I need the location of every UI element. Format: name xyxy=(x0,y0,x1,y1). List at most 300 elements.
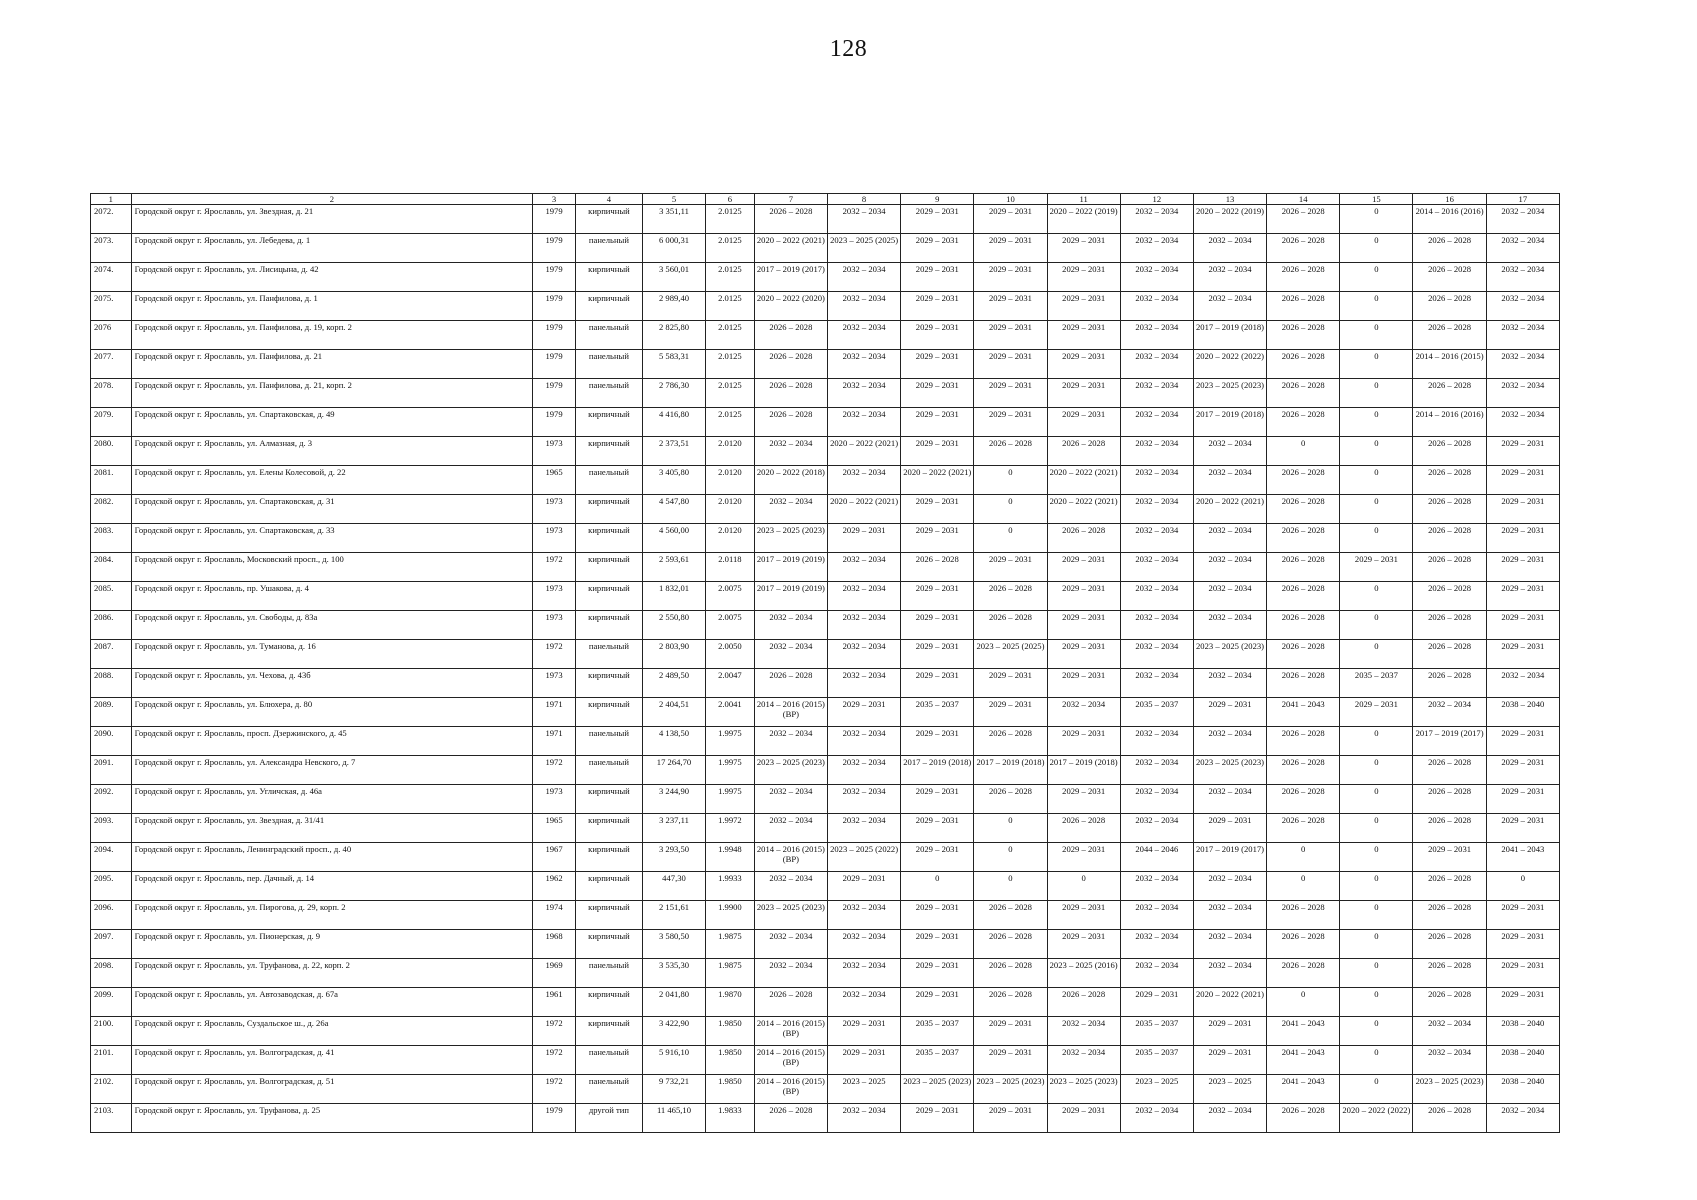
table-cell: 0 xyxy=(1340,814,1413,843)
table-cell: панельный xyxy=(575,350,642,379)
table-row xyxy=(91,321,1560,350)
table-cell: 3 244,90 xyxy=(642,785,705,814)
table-cell: 2 989,40 xyxy=(642,292,705,321)
row-number-cell: 2085. xyxy=(91,582,132,611)
table-cell: 2032 – 2034 xyxy=(1193,785,1266,814)
table-cell: 2.0125 xyxy=(706,205,755,234)
column-header: 8 xyxy=(827,194,900,205)
table-cell: 1972 xyxy=(533,1046,576,1075)
table-cell: 2032 – 2034 xyxy=(1486,1104,1559,1133)
table-cell: 2026 – 2028 xyxy=(1267,350,1340,379)
table-cell: 2032 – 2034 xyxy=(827,785,900,814)
table-cell: 1973 xyxy=(533,611,576,640)
column-header: 13 xyxy=(1193,194,1266,205)
table-cell: 1979 xyxy=(533,408,576,437)
table-cell: 2026 – 2028 xyxy=(1267,321,1340,350)
address-cell: Городской округ г. Ярославль, пр. Ушакова, д. 4 xyxy=(131,582,533,611)
table-cell: 2023 – 2025 xyxy=(1193,1075,1266,1104)
table-cell: 0 xyxy=(1486,872,1559,901)
table-cell: 0 xyxy=(1340,756,1413,785)
table-cell: кирпичный xyxy=(575,930,642,959)
table-row xyxy=(91,350,1560,379)
table-cell: 2017 – 2019 (2018) xyxy=(974,756,1047,785)
table-cell: 2026 – 2028 xyxy=(754,1104,827,1133)
column-header: 10 xyxy=(974,194,1047,205)
table-cell: 2020 – 2022 (2021) xyxy=(901,466,974,495)
table-cell: 2017 – 2019 (2017) xyxy=(1413,727,1486,756)
table-cell: 2029 – 2031 xyxy=(974,350,1047,379)
table-cell: 2026 – 2028 xyxy=(1267,727,1340,756)
table-cell: 2029 – 2031 xyxy=(1486,640,1559,669)
table-cell: 2029 – 2031 xyxy=(1486,727,1559,756)
table-cell: 2026 – 2028 xyxy=(1413,669,1486,698)
table-cell: 2032 – 2034 xyxy=(827,930,900,959)
table-cell: 2 593,61 xyxy=(642,553,705,582)
table-cell: панельный xyxy=(575,640,642,669)
table-cell: 1.9975 xyxy=(706,727,755,756)
table-cell: 2026 – 2028 xyxy=(1267,408,1340,437)
table-cell: 2032 – 2034 xyxy=(1193,553,1266,582)
table-cell: 0 xyxy=(1340,611,1413,640)
table-cell: 2026 – 2028 xyxy=(754,350,827,379)
table-cell: 3 560,01 xyxy=(642,263,705,292)
table-cell: панельный xyxy=(575,756,642,785)
row-number-cell: 2084. xyxy=(91,553,132,582)
address-cell: Городской округ г. Ярославль, ул. Пирогова, д. 29, корп. 2 xyxy=(131,901,533,930)
table-cell: 2032 – 2034 xyxy=(1120,814,1193,843)
row-number-cell: 2098. xyxy=(91,959,132,988)
table-cell: 2026 – 2028 xyxy=(754,379,827,408)
table-cell: 2032 – 2034 xyxy=(1193,437,1266,466)
table-cell: панельный xyxy=(575,379,642,408)
table-cell: 0 xyxy=(1340,205,1413,234)
table-cell: 2032 – 2034 xyxy=(1193,1104,1266,1133)
table-cell: 0 xyxy=(1340,785,1413,814)
address-cell: Городской округ г. Ярославль, ул. Александра Невского, д. 7 xyxy=(131,756,533,785)
table-cell: 2029 – 2031 xyxy=(1047,843,1120,872)
table-cell: 5 583,31 xyxy=(642,350,705,379)
row-number-cell: 2081. xyxy=(91,466,132,495)
table-cell: 2020 – 2022 (2021) xyxy=(1047,495,1120,524)
table-cell: 2032 – 2034 xyxy=(1193,959,1266,988)
table-cell: 2023 – 2025 (2023) xyxy=(754,756,827,785)
table-cell: 2029 – 2031 xyxy=(1340,553,1413,582)
table-cell: 0 xyxy=(1267,437,1340,466)
table-cell: 2029 – 2031 xyxy=(974,234,1047,263)
address-cell: Городской округ г. Ярославль, ул. Труфанова, д. 25 xyxy=(131,1104,533,1133)
table-cell: 2 041,80 xyxy=(642,988,705,1017)
table-cell: 2014 – 2016 (2016) xyxy=(1413,408,1486,437)
table-cell: 2035 – 2037 xyxy=(901,698,974,727)
address-cell: Городской округ г. Ярославль, ул. Спартаковская, д. 49 xyxy=(131,408,533,437)
table-cell: 2023 – 2025 (2025) xyxy=(974,640,1047,669)
table-cell: 1979 xyxy=(533,379,576,408)
row-number-cell: 2083. xyxy=(91,524,132,553)
table-cell: 2032 – 2034 xyxy=(1120,959,1193,988)
table-cell: 2029 – 2031 xyxy=(901,640,974,669)
table-cell: 2032 – 2034 xyxy=(1193,930,1266,959)
table-cell: 2026 – 2028 xyxy=(1267,582,1340,611)
table-cell: 2032 – 2034 xyxy=(827,350,900,379)
table-cell: 2029 – 2031 xyxy=(1047,234,1120,263)
table-cell: 447,30 xyxy=(642,872,705,901)
table-cell: 2023 – 2025 (2022) xyxy=(827,843,900,872)
column-header: 12 xyxy=(1120,194,1193,205)
table-cell: 2026 – 2028 xyxy=(1267,814,1340,843)
table-cell: 2029 – 2031 xyxy=(1486,437,1559,466)
table-cell: 2035 – 2037 xyxy=(1120,1017,1193,1046)
table-cell: 2032 – 2034 xyxy=(1120,466,1193,495)
table-row xyxy=(91,408,1560,437)
table-cell: другой тип xyxy=(575,1104,642,1133)
table-cell: 2029 – 2031 xyxy=(1047,350,1120,379)
table-cell: 1973 xyxy=(533,582,576,611)
table-cell: 2032 – 2034 xyxy=(1486,205,1559,234)
table-cell: 2026 – 2028 xyxy=(1413,263,1486,292)
table-cell: 2032 – 2034 xyxy=(1047,1017,1120,1046)
table-cell: 2020 – 2022 (2020) xyxy=(754,292,827,321)
table-cell: 2029 – 2031 xyxy=(901,408,974,437)
table-cell: 2 550,80 xyxy=(642,611,705,640)
table-cell: 2032 – 2034 xyxy=(1193,611,1266,640)
table-cell: кирпичный xyxy=(575,263,642,292)
table-cell: 2 825,80 xyxy=(642,321,705,350)
table-cell: 2026 – 2028 xyxy=(1413,930,1486,959)
table-cell: 2029 – 2031 xyxy=(1047,263,1120,292)
table-cell: 2026 – 2028 xyxy=(1267,205,1340,234)
table-cell: 0 xyxy=(1340,930,1413,959)
table-cell: 0 xyxy=(974,872,1047,901)
table-cell: 2032 – 2034 xyxy=(1120,524,1193,553)
row-number-cell: 2103. xyxy=(91,1104,132,1133)
table-cell: 11 465,10 xyxy=(642,1104,705,1133)
table-cell: 1973 xyxy=(533,785,576,814)
table-cell: 2029 – 2031 xyxy=(1047,553,1120,582)
table-cell: 0 xyxy=(1340,727,1413,756)
table-cell: 2026 – 2028 xyxy=(901,553,974,582)
table-cell: 2026 – 2028 xyxy=(1267,611,1340,640)
table-row xyxy=(91,1075,1560,1104)
table-cell: 3 580,50 xyxy=(642,930,705,959)
table-cell: 2029 – 2031 xyxy=(974,553,1047,582)
table-cell: 2032 – 2034 xyxy=(1486,292,1559,321)
address-cell: Городской округ г. Ярославль, ул. Панфилова, д. 21 xyxy=(131,350,533,379)
table-cell: 2032 – 2034 xyxy=(827,553,900,582)
table-cell: 2032 – 2034 xyxy=(1486,263,1559,292)
table-cell: 2032 – 2034 xyxy=(1120,727,1193,756)
table-cell: 2020 – 2022 (2021) xyxy=(1047,466,1120,495)
table-cell: 1965 xyxy=(533,466,576,495)
table-cell: 2029 – 2031 xyxy=(1120,988,1193,1017)
table-cell: 1.9948 xyxy=(706,843,755,872)
table-cell: 2041 – 2043 xyxy=(1267,1046,1340,1075)
table-cell: 0 xyxy=(1047,872,1120,901)
table-cell: 0 xyxy=(974,843,1047,872)
table-row xyxy=(91,437,1560,466)
table-cell: 2032 – 2034 xyxy=(1120,872,1193,901)
row-number-cell: 2072. xyxy=(91,205,132,234)
table-cell: 3 293,50 xyxy=(642,843,705,872)
table-cell: 2035 – 2037 xyxy=(901,1017,974,1046)
table-cell: 2035 – 2037 xyxy=(1120,1046,1193,1075)
table-cell: 2038 – 2040 xyxy=(1486,1017,1559,1046)
table-cell: 2029 – 2031 xyxy=(901,321,974,350)
table-cell: 2.0120 xyxy=(706,466,755,495)
row-number-cell: 2092. xyxy=(91,785,132,814)
table-cell: 2023 – 2025 xyxy=(827,1075,900,1104)
table-cell: 2026 – 2028 xyxy=(754,205,827,234)
table-cell: панельный xyxy=(575,727,642,756)
table-cell: 2.0125 xyxy=(706,379,755,408)
table-cell: 2032 – 2034 xyxy=(1120,756,1193,785)
table-cell: 2032 – 2034 xyxy=(827,756,900,785)
table-cell: 2032 – 2034 xyxy=(827,582,900,611)
table-cell: 2023 – 2025 (2023) xyxy=(1047,1075,1120,1104)
table-cell: 2029 – 2031 xyxy=(1486,959,1559,988)
table-cell: 4 416,80 xyxy=(642,408,705,437)
table-cell: 2026 – 2028 xyxy=(1047,524,1120,553)
table-cell: 2029 – 2031 xyxy=(974,1017,1047,1046)
address-cell: Городской округ г. Ярославль, ул. Блюхера, д. 80 xyxy=(131,698,533,727)
column-header: 2 xyxy=(131,194,533,205)
table-cell: 2023 – 2025 (2023) xyxy=(1193,379,1266,408)
table-cell: 1971 xyxy=(533,698,576,727)
address-cell: Городской округ г. Ярославль, ул. Лисицына, д. 42 xyxy=(131,263,533,292)
table-cell: 2032 – 2034 xyxy=(1120,611,1193,640)
table-cell: 2032 – 2034 xyxy=(1486,379,1559,408)
address-cell: Городской округ г. Ярославль, Ленинградский просп., д. 40 xyxy=(131,843,533,872)
table-cell: 2032 – 2034 xyxy=(754,640,827,669)
table-cell: 2032 – 2034 xyxy=(827,901,900,930)
table-cell: 2044 – 2046 xyxy=(1120,843,1193,872)
table-cell: 2014 – 2016 (2015) (ВР) xyxy=(754,1046,827,1075)
table-row xyxy=(91,466,1560,495)
table-cell: 0 xyxy=(1267,872,1340,901)
table-cell: 2.0125 xyxy=(706,292,755,321)
table-cell: 2032 – 2034 xyxy=(754,930,827,959)
table-cell: 2029 – 2031 xyxy=(1486,582,1559,611)
address-cell: Городской округ г. Ярославль, Московский просп., д. 100 xyxy=(131,553,533,582)
address-cell: Городской округ г. Ярославль, ул. Туманова, д. 16 xyxy=(131,640,533,669)
table-cell: 2029 – 2031 xyxy=(901,379,974,408)
table-cell: 2014 – 2016 (2015) xyxy=(1413,350,1486,379)
table-cell: 1972 xyxy=(533,1017,576,1046)
table-cell: 2020 – 2022 (2019) xyxy=(1047,205,1120,234)
table-cell: 2020 – 2022 (2022) xyxy=(1340,1104,1413,1133)
table-cell: 2029 – 2031 xyxy=(901,495,974,524)
table-cell: 2026 – 2028 xyxy=(754,321,827,350)
table-cell: 2032 – 2034 xyxy=(1120,408,1193,437)
table-cell: 2029 – 2031 xyxy=(1486,988,1559,1017)
table-cell: 2026 – 2028 xyxy=(1413,466,1486,495)
table-cell: 2023 – 2025 (2025) xyxy=(827,234,900,263)
column-header: 4 xyxy=(575,194,642,205)
table-cell: кирпичный xyxy=(575,437,642,466)
table-cell: 2032 – 2034 xyxy=(1193,901,1266,930)
table-cell: 2.0118 xyxy=(706,553,755,582)
table-cell: 1.9850 xyxy=(706,1017,755,1046)
table-cell: 2029 – 2031 xyxy=(827,698,900,727)
table-cell: 1.9875 xyxy=(706,959,755,988)
table-cell: 2026 – 2028 xyxy=(1413,437,1486,466)
table-cell: 2032 – 2034 xyxy=(1193,524,1266,553)
table-cell: 2032 – 2034 xyxy=(1193,263,1266,292)
table-cell: 2 373,51 xyxy=(642,437,705,466)
table-cell: 2029 – 2031 xyxy=(901,524,974,553)
table-cell: 0 xyxy=(1340,1017,1413,1046)
table-cell: 0 xyxy=(1267,988,1340,1017)
table-cell: 2023 – 2025 (2023) xyxy=(1193,640,1266,669)
table-cell: 2032 – 2034 xyxy=(1413,698,1486,727)
table-cell: 2026 – 2028 xyxy=(1413,1104,1486,1133)
table-cell: 2029 – 2031 xyxy=(1486,756,1559,785)
table-cell: 2032 – 2034 xyxy=(827,379,900,408)
row-number-cell: 2095. xyxy=(91,872,132,901)
table-cell: 2032 – 2034 xyxy=(1193,466,1266,495)
table-cell: 2026 – 2028 xyxy=(1267,640,1340,669)
table-cell: 2029 – 2031 xyxy=(1486,553,1559,582)
table-cell: 2032 – 2034 xyxy=(1120,553,1193,582)
table-cell: 2032 – 2034 xyxy=(1047,698,1120,727)
table-cell: 0 xyxy=(1267,843,1340,872)
table-cell: кирпичный xyxy=(575,408,642,437)
table-cell: 2032 – 2034 xyxy=(827,988,900,1017)
table-cell: 2026 – 2028 xyxy=(1267,901,1340,930)
table-cell: кирпичный xyxy=(575,524,642,553)
table-cell: 2026 – 2028 xyxy=(974,988,1047,1017)
table-cell: 2029 – 2031 xyxy=(1047,1104,1120,1133)
table-cell: 1.9975 xyxy=(706,785,755,814)
table-cell: 2032 – 2034 xyxy=(754,727,827,756)
table-cell: 2029 – 2031 xyxy=(1047,901,1120,930)
table-cell: 2038 – 2040 xyxy=(1486,1046,1559,1075)
table-cell: 6 000,31 xyxy=(642,234,705,263)
table-cell: 2026 – 2028 xyxy=(974,727,1047,756)
table-cell: 2032 – 2034 xyxy=(1120,930,1193,959)
table-cell: 2014 – 2016 (2015) (ВР) xyxy=(754,698,827,727)
table-cell: 2029 – 2031 xyxy=(901,437,974,466)
table-cell: 2026 – 2028 xyxy=(1413,756,1486,785)
row-number-cell: 2088. xyxy=(91,669,132,698)
address-cell: Городской округ г. Ярославль, ул. Волгоградская, д. 41 xyxy=(131,1046,533,1075)
table-cell: 2014 – 2016 (2015) (ВР) xyxy=(754,843,827,872)
table-cell: 2 803,90 xyxy=(642,640,705,669)
table-cell: 2032 – 2034 xyxy=(827,292,900,321)
table-cell: 2029 – 2031 xyxy=(901,611,974,640)
table-cell: 2026 – 2028 xyxy=(754,669,827,698)
table-cell: кирпичный xyxy=(575,843,642,872)
table-cell: 2032 – 2034 xyxy=(827,408,900,437)
table-cell: 2.0120 xyxy=(706,495,755,524)
table-cell: 0 xyxy=(1340,495,1413,524)
table-cell: 2029 – 2031 xyxy=(1486,495,1559,524)
table-row xyxy=(91,785,1560,814)
address-cell: Городской округ г. Ярославль, ул. Волгоградская, д. 51 xyxy=(131,1075,533,1104)
address-cell: Городской округ г. Ярославль, ул. Автозаводская, д. 67а xyxy=(131,988,533,1017)
table-cell: 2032 – 2034 xyxy=(1413,1017,1486,1046)
table-cell: 2026 – 2028 xyxy=(1413,814,1486,843)
row-number-cell: 2090. xyxy=(91,727,132,756)
address-cell: Городской округ г. Ярославль, ул. Угличская, д. 46а xyxy=(131,785,533,814)
table-cell: 1.9850 xyxy=(706,1046,755,1075)
table-cell: 0 xyxy=(1340,988,1413,1017)
address-cell: Городской округ г. Ярославль, Суздальское ш., д. 26а xyxy=(131,1017,533,1046)
table-cell: 2032 – 2034 xyxy=(1120,669,1193,698)
table-cell: 2032 – 2034 xyxy=(1193,292,1266,321)
table-cell: 5 916,10 xyxy=(642,1046,705,1075)
table-cell: 2026 – 2028 xyxy=(754,408,827,437)
table-cell: 1.9833 xyxy=(706,1104,755,1133)
table-cell: 2032 – 2034 xyxy=(1120,205,1193,234)
table-cell: 2029 – 2031 xyxy=(1193,698,1266,727)
table-cell: 2026 – 2028 xyxy=(1267,1104,1340,1133)
table-row xyxy=(91,727,1560,756)
table-cell: 2.0075 xyxy=(706,582,755,611)
table-cell: кирпичный xyxy=(575,901,642,930)
table-cell: 2026 – 2028 xyxy=(1413,234,1486,263)
table-cell: 2029 – 2031 xyxy=(1047,292,1120,321)
table-cell: 2.0047 xyxy=(706,669,755,698)
table-row xyxy=(91,524,1560,553)
table-cell: 2026 – 2028 xyxy=(754,988,827,1017)
table-cell: 2.0050 xyxy=(706,640,755,669)
table-cell: кирпичный xyxy=(575,872,642,901)
table-cell: 1973 xyxy=(533,669,576,698)
table-row xyxy=(91,582,1560,611)
table-cell: 2023 – 2025 (2023) xyxy=(901,1075,974,1104)
table-cell: 2029 – 2031 xyxy=(901,263,974,292)
table-cell: 2026 – 2028 xyxy=(1267,292,1340,321)
table-cell: 2032 – 2034 xyxy=(827,640,900,669)
table-cell: 2023 – 2025 (2023) xyxy=(1413,1075,1486,1104)
table-cell: 2017 – 2019 (2017) xyxy=(754,263,827,292)
table-cell: панельный xyxy=(575,1046,642,1075)
table-cell: 0 xyxy=(1340,408,1413,437)
table-cell: 2029 – 2031 xyxy=(901,930,974,959)
row-number-cell: 2102. xyxy=(91,1075,132,1104)
row-number-cell: 2100. xyxy=(91,1017,132,1046)
table-cell: 2026 – 2028 xyxy=(1413,988,1486,1017)
table-cell: 2029 – 2031 xyxy=(901,205,974,234)
table-cell: 1973 xyxy=(533,495,576,524)
row-number-cell: 2077. xyxy=(91,350,132,379)
table-cell: 2023 – 2025 xyxy=(1120,1075,1193,1104)
table-cell: 2029 – 2031 xyxy=(901,959,974,988)
table-cell: 2029 – 2031 xyxy=(974,669,1047,698)
address-cell: Городской округ г. Ярославль, ул. Пионерская, д. 9 xyxy=(131,930,533,959)
table-cell: 1967 xyxy=(533,843,576,872)
table-cell: 2032 – 2034 xyxy=(754,814,827,843)
table-cell: 2026 – 2028 xyxy=(1413,321,1486,350)
table-cell: кирпичный xyxy=(575,205,642,234)
table-cell: 0 xyxy=(1340,1075,1413,1104)
table-cell: 2029 – 2031 xyxy=(1413,843,1486,872)
table-cell: 3 405,80 xyxy=(642,466,705,495)
address-cell: Городской округ г. Ярославль, ул. Свободы, д. 83а xyxy=(131,611,533,640)
page-number: 128 xyxy=(829,36,868,62)
table-cell: 1.9870 xyxy=(706,988,755,1017)
table-cell: 0 xyxy=(1340,321,1413,350)
table-cell: 17 264,70 xyxy=(642,756,705,785)
row-number-cell: 2086. xyxy=(91,611,132,640)
table-cell: кирпичный xyxy=(575,495,642,524)
column-header: 5 xyxy=(642,194,705,205)
address-cell: Городской округ г. Ярославль, ул. Алмазная, д. 3 xyxy=(131,437,533,466)
table-cell: 2026 – 2028 xyxy=(1267,524,1340,553)
row-number-cell: 2080. xyxy=(91,437,132,466)
table-cell: 2026 – 2028 xyxy=(1413,553,1486,582)
table-cell: 2014 – 2016 (2015) (ВР) xyxy=(754,1017,827,1046)
